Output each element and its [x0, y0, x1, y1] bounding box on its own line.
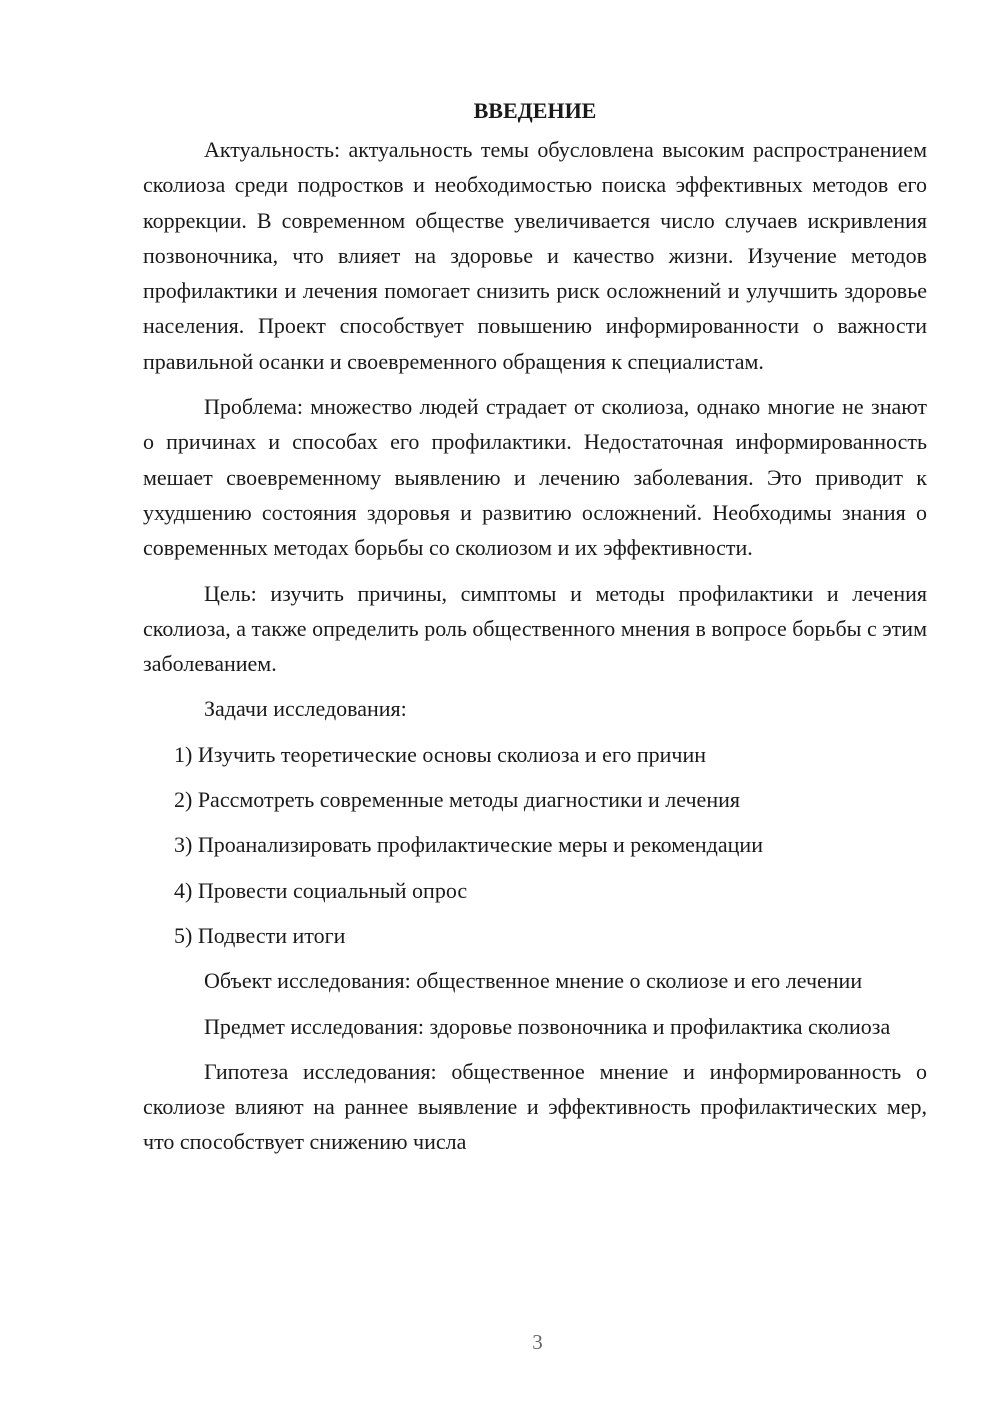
tasks-list — [143, 737, 927, 953]
page-title: ВВЕДЕНИЕ — [473, 98, 597, 123]
paragraph-subject: Предмет исследования: здоровье позвоночника и профилактика сколиоза — [204, 1013, 891, 1039]
list-item: 2) Рассмотреть современные методы диагностики и лечения — [174, 787, 740, 813]
list-item: 5) Подвести итоги — [174, 922, 346, 948]
paragraph-problem: Проблема: множество людей страдает от сколиоза, однако многие не знают о причинах и способах его профилактики. Недостаточная информированность мешает своевременному выявлению и лечению заболевания. Это приводит к ухудшению состояния здоровья и развитию осложнений. Необходимы знания о современных методах борьбы со сколиозом и их эффективности. — [143, 394, 927, 561]
list-item: 4) Провести социальный опрос — [174, 877, 468, 903]
list-item: 3) Проанализировать профилактические меры и рекомендации — [174, 832, 763, 858]
page-number: 3 — [532, 1330, 543, 1354]
list-item: 1) Изучить теоретические основы сколиоза и его причин — [174, 741, 707, 767]
paragraph-actuality: Актуальность: актуальность темы обусловлена высоким распространением сколиоза среди подростков и необходимостью поиска эффективных методов его коррекции. В современном обществе увеличивается число случаев искривления позвоночника, что влияет на здоровье и качество жизни. Изучение методов профилактики и лечения помогает снизить риск осложнений и улучшить здоровье населения. Проект способствует повышению информированности о важности правильной осанки и своевременного обращения к специалистам. — [143, 137, 927, 374]
paragraph-goal: Цель: изучить причины, симптомы и методы профилактики и лечения сколиоза, а также определить роль общественного мнения в вопросе борьбы с этим заболеванием. — [143, 580, 927, 677]
page-content — [143, 93, 927, 1160]
paragraph-object: Объект исследования: общественное мнение о сколиозе и его лечении — [204, 968, 863, 994]
tasks-heading: Задачи исследования: — [204, 696, 407, 722]
paragraph-hypothesis: Гипотеза исследования: общественное мнение и информированность о сколиозе влияют на раннее выявление и эффективность профилактических мер, что способствует снижению числа — [143, 1058, 927, 1155]
